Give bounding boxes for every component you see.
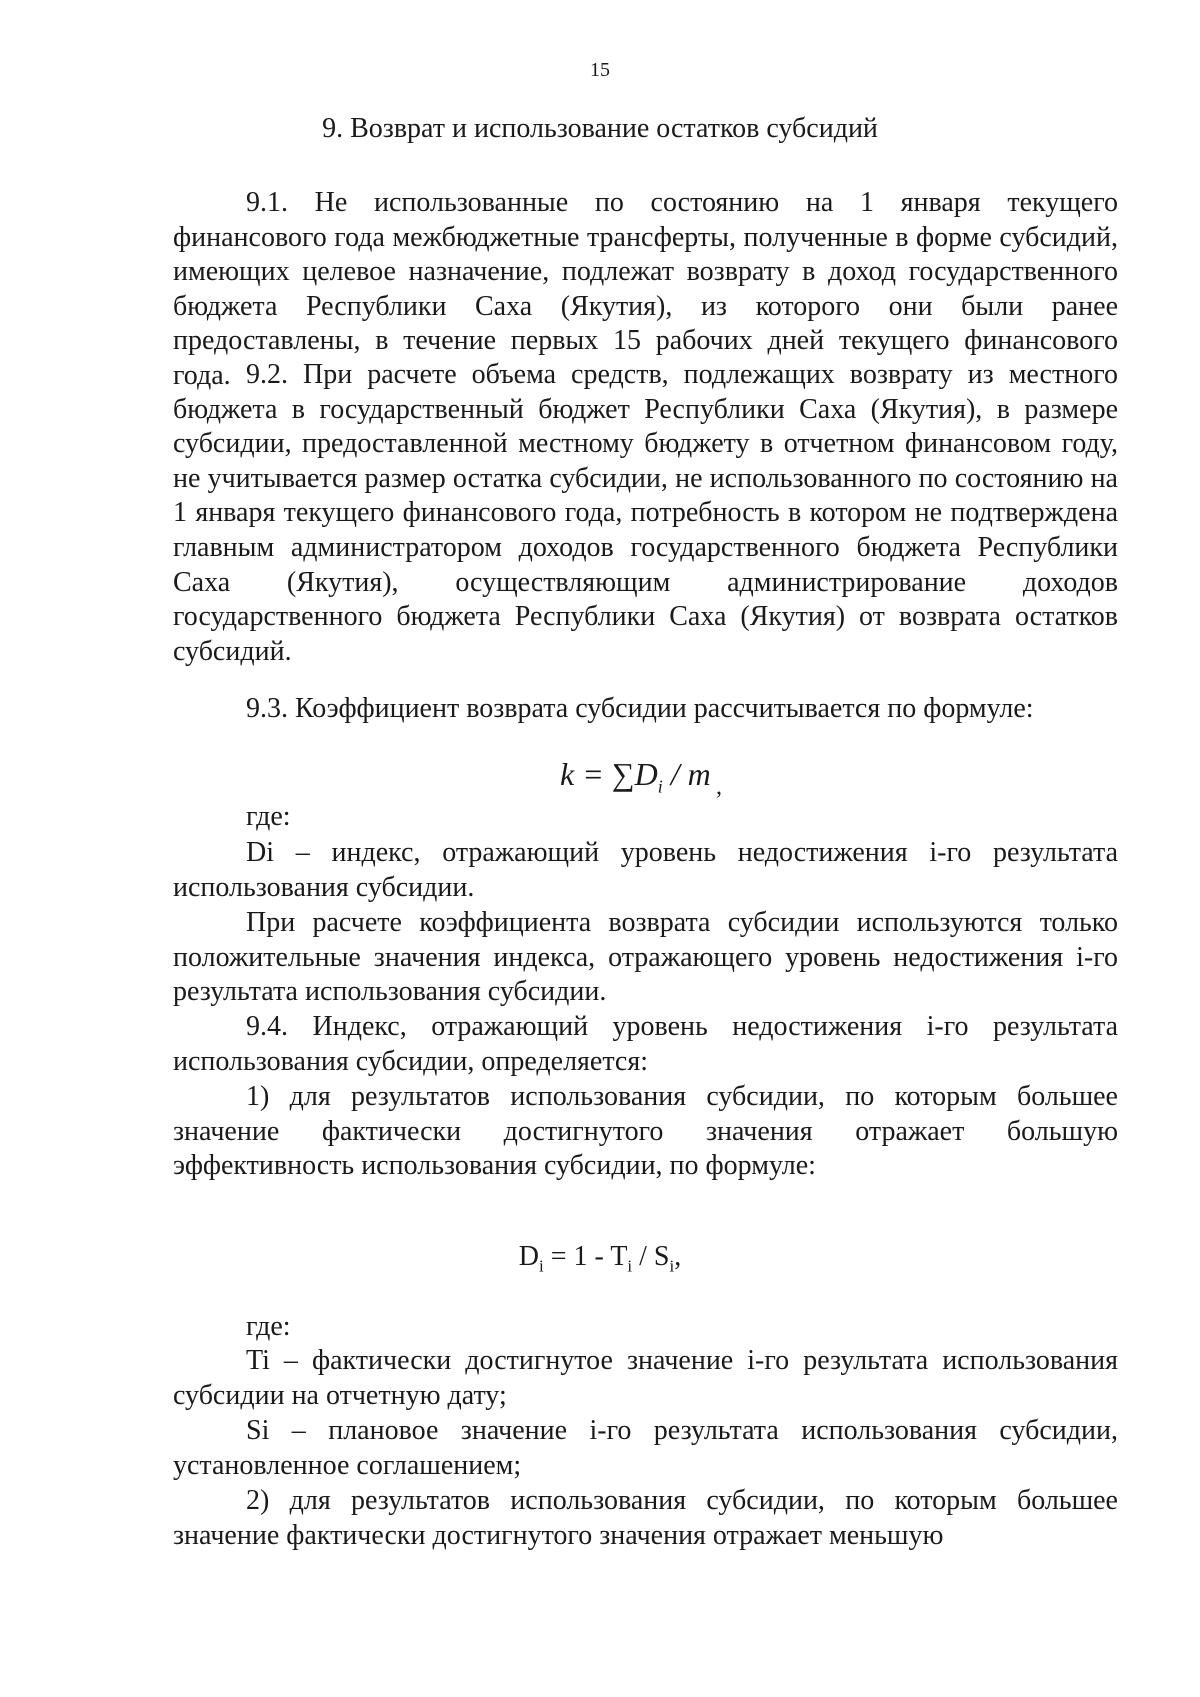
formula-d-slash: / S [632,1241,670,1272]
formula-d-i3: i [669,1256,675,1276]
formula-d-i1: i [538,1256,544,1276]
di-definition: Di – индекс, отражающий уровень недостижения i-го результата использования субсидии. [173,837,1118,903]
formula-k-left: k = ∑D [560,756,658,792]
formula-k-right: / m [662,756,711,792]
formula-index-di [0,1240,1200,1284]
where-label-2: где: [246,1311,291,1342]
paragraph-9-1: 9.1. Не использованные по состоянию на 1 января текущего финансового года межбюджетные трансферты, полученные в форме субсидий, имеющих целевое назначение, подлежат возврату в доход государственного бюджета Республики Саха (Якутия), из которого они были ранее предоставлены, в течение первых 15 рабочих дней текущего финансового года. [173,187,1118,391]
formula-d-i2: i [627,1256,633,1276]
si-definition: Si – плановое значение i-го результата использования субсидии, установленное соглашением; [173,1415,1118,1481]
section-title: 9. Возврат и использование остатков субсидий [322,113,878,144]
positive-values-note: При расчете коэффициента возврата субсидии используются только положительные значения индекса, отражающего уровень недостижения i-го результата использования субсидии. [173,907,1118,1008]
item-1-text: 1) для результатов использования субсидии, по которым большее значение фактически достигнутого значения отражает большую эффективность использования субсидии, по формуле: [173,1081,1118,1182]
paragraph-9-3: 9.3. Коэффициент возврата субсидии рассчитывается по формуле: [246,693,1034,724]
formula-d-D: D [518,1241,539,1272]
paragraph-9-4: 9.4. Индекс, отражающий уровень недостижения i-го результата использования субсидии, определяется: [173,1011,1118,1077]
ti-definition: Ti – фактически достигнутое значение i-го результата использования субсидии на отчетную дату; [173,1345,1118,1411]
formula-d-mid: = 1 - T [543,1241,628,1272]
formula-k-comma: , [716,774,722,800]
where-label-1: где: [246,801,291,832]
item-2-text: 2) для результатов использования субсидии, по которым большее значение фактически достигнутого значения отражает меньшую [173,1485,1118,1551]
page-number: 15 [590,59,610,81]
paragraph-9-2: 9.2. При расчете объема средств, подлежащих возврату из местного бюджета в государственный бюджет Республики Саха (Якутия), в размере субсидии, предоставленной местному бюджету в отчетном финансовом году, не учитывается размер остатка субсидии, не использованного по состоянию на 1 января текущего финансового года, потребность в котором не подтверждена главным администратором доходов государственного бюджета Республики Саха (Якутия), осуществляющим администрирование доходов государственного бюджета Республики Саха (Якутия) от возврата остатков субсидий. [173,359,1118,667]
formula-d-end: , [674,1241,682,1272]
formula-k-sub: i [657,776,663,797]
formula-return-coefficient [560,754,711,806]
